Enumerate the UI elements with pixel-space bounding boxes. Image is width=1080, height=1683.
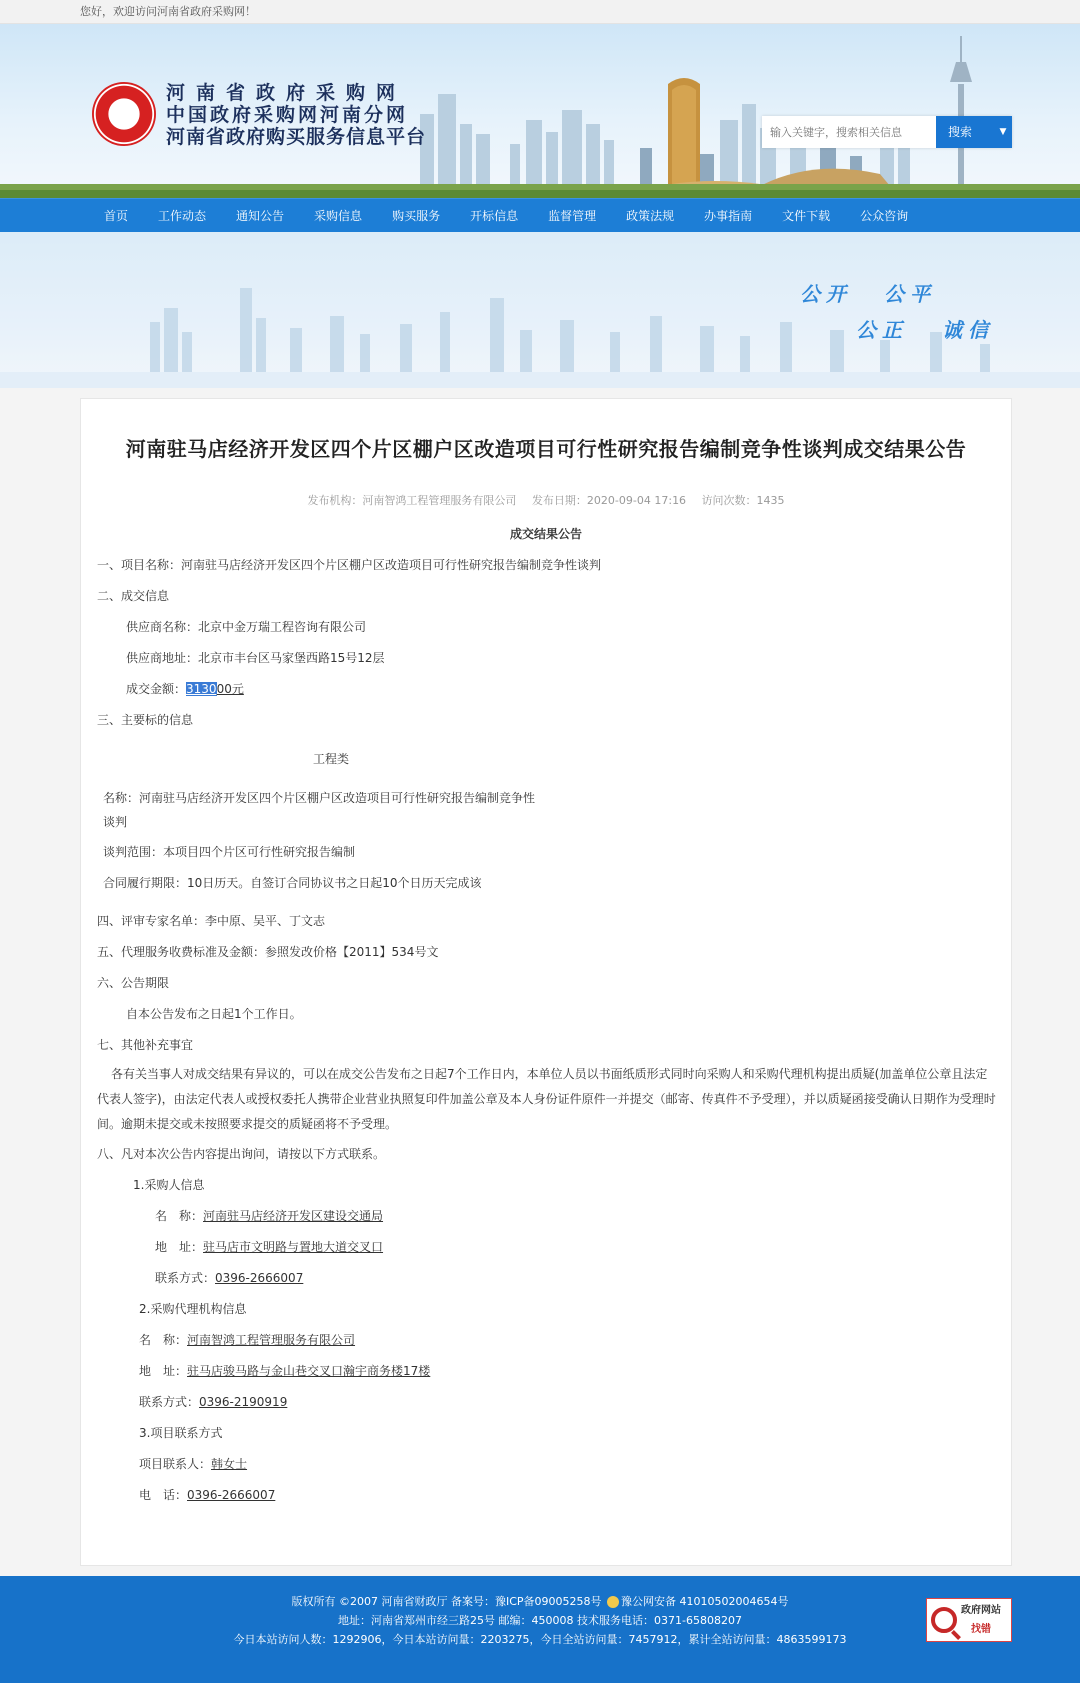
banner-skyline-illustration <box>0 232 1080 388</box>
item-name-line1: 名称：河南驻马店经济开发区四个片区棚户区改造项目可行性研究报告编制竞争性 <box>103 791 536 805</box>
nav-item-4[interactable]: 购买服务 <box>392 209 441 223</box>
item-name-line2: 谈判 <box>103 815 128 829</box>
agency-phone-label: 联系方式： <box>139 1395 200 1409</box>
slogan-chengxin: 诚信 <box>942 318 994 342</box>
project-contact-person-label: 项目联系人： <box>139 1457 212 1471</box>
project-contact-phone <box>139 1486 275 1503</box>
agency-phone <box>139 1393 287 1410</box>
project-contact-phone-value: 0396-2666007 <box>187 1488 276 1502</box>
site-footer <box>0 1576 1080 1683</box>
site-title-line3: 河南省政府购买服务信息平台 <box>166 126 427 148</box>
nav-item-2[interactable]: 通知公告 <box>236 209 285 223</box>
project-contact-phone-label: 电 话： <box>139 1488 188 1502</box>
purchaser-name <box>155 1207 383 1224</box>
gov-badge-line2: 找错 <box>971 1624 991 1635</box>
article-panel <box>80 398 1012 1566</box>
site-title-block <box>166 82 426 148</box>
search-bar <box>762 116 1012 148</box>
nav-item-8[interactable]: 办事指南 <box>704 209 753 223</box>
search-input[interactable] <box>762 116 936 148</box>
gov-badge-line1: 政府网站 <box>961 1605 1001 1616</box>
purchaser-name-label: 名 称： <box>155 1209 204 1223</box>
chevron-down-icon: ▼ <box>999 127 1007 137</box>
nav-item-5[interactable]: 开标信息 <box>470 209 519 223</box>
supplier-address: 供应商地址：北京市丰台区马家堡西路15号12层 <box>126 651 385 665</box>
article-title: 河南驻马店经济开发区四个片区棚户区改造项目可行性研究报告编制竞争性谈判成交结果公告 <box>125 437 967 461</box>
nav-item-1[interactable]: 工作动态 <box>158 209 207 223</box>
purchaser-address-value: 驻马店市文明路与置地大道交叉口 <box>203 1240 384 1254</box>
slogan-gongkai: 公开 <box>800 282 852 306</box>
agency-address-value: 驻马店骏马路与金山巷交叉口瀚宇商务楼17楼 <box>187 1364 431 1378</box>
agency-name-label: 名 称： <box>139 1333 188 1347</box>
notice-subtitle: 成交结果公告 <box>509 527 582 541</box>
footer-line-copyright <box>0 1592 1080 1611</box>
item-period: 合同履行期限：10日历天。自签订合同协议书之日起10个日历天完成该 <box>103 876 482 890</box>
gov-badge-text <box>961 1601 1001 1639</box>
deal-amount <box>126 680 244 697</box>
item-category: 工程类 <box>313 752 350 766</box>
purchaser-phone-value: 0396-2666007 <box>215 1271 304 1285</box>
slogan-gongping: 公平 <box>884 282 936 306</box>
purchaser-info-title: 1.采购人信息 <box>133 1178 205 1192</box>
other-matters-paragraph: 各有关当事人对成交结果有异议的，可以在成交公告发布之日起7个工作日内，本单位人员以书面纸质形式同时向采购人和采购代理机构提出质疑(加盖单位公章且法定代表人签字)，由法定代表人或授权委托人携带企业营业执照复印件加盖公章及本人身份证件原件一并提交（邮寄、传真件不予受理），并以质疑函接受确认日期作为受理时间。逾期未提交或未按照要求提交的质疑函将不予受理。 <box>97 1067 996 1131</box>
footer-address: 地址：河南省郑州市经三路25号 邮编：450008 技术服务电话：0371-65808207 <box>338 1614 742 1627</box>
agency-info-title: 2.采购代理机构信息 <box>139 1302 247 1316</box>
purchaser-address-label: 地 址： <box>155 1240 204 1254</box>
purchaser-address <box>155 1238 383 1255</box>
header-skyline-illustration <box>0 24 1080 198</box>
slogan-gongzheng: 公正 <box>856 318 908 342</box>
site-logo-emblem <box>92 82 156 146</box>
nav-item-6[interactable]: 监督管理 <box>548 209 597 223</box>
main-nav <box>0 198 1080 232</box>
meta-publisher: 发布机构：河南智鸿工程管理服务有限公司 <box>307 494 517 507</box>
nav-item-7[interactable]: 政策法规 <box>626 209 675 223</box>
main-nav-list <box>0 199 1080 233</box>
footer-copyright: 版权所有 ©2007 河南省财政厅 备案号：豫ICP备09005258号 <box>291 1595 602 1608</box>
agency-address <box>139 1362 430 1379</box>
search-button[interactable]: 搜索 <box>936 116 994 148</box>
nav-item-10[interactable]: 公众咨询 <box>860 209 909 223</box>
deal-amount-label: 成交金额： <box>126 682 187 696</box>
section-deal-info: 二、成交信息 <box>97 589 170 603</box>
section-main-items: 三、主要标的信息 <box>97 713 194 727</box>
welcome-text: 您好，欢迎访问河南省政府采购网！ <box>80 5 256 18</box>
project-contact-title: 3.项目联系方式 <box>139 1426 223 1440</box>
section-notice-period: 六、公告期限 <box>97 976 170 990</box>
section-contact: 八、凡对本次公告内容提出询问，请按以下方式联系。 <box>97 1147 386 1161</box>
site-title-line1: 河南省政府采购网 <box>166 82 407 104</box>
deal-amount-rest: 00元 <box>216 682 244 696</box>
agency-name-value: 河南智鸿工程管理服务有限公司 <box>187 1333 356 1347</box>
footer-stats: 今日本站访问人数：1292906，今日本站访问量：2203275，今日全站访问量：7457912，累计全站访问量：4863599173 <box>233 1633 847 1646</box>
gov-site-error-report-badge[interactable] <box>926 1598 1012 1642</box>
purchaser-phone <box>155 1269 303 1286</box>
police-badge-icon <box>607 1596 619 1608</box>
site-title-line2: 中国政府采购网河南分网 <box>166 104 409 126</box>
agency-name <box>139 1331 355 1348</box>
item-scope: 谈判范围：本项目四个片区可行性研究报告编制 <box>103 845 356 859</box>
section-experts: 四、评审专家名单：李中原、吴平、丁文志 <box>97 914 326 928</box>
section-other: 七、其他补充事宜 <box>97 1038 194 1052</box>
meta-views: 访问次数：1435 <box>701 494 785 507</box>
section-fee: 五、代理服务收费标准及金额：参照发改价格【2011】534号文 <box>97 945 439 959</box>
nav-item-3[interactable]: 采购信息 <box>314 209 363 223</box>
deal-amount-highlight: 3130 <box>186 682 217 696</box>
nav-item-0[interactable]: 首页 <box>104 209 129 223</box>
project-contact-person <box>139 1455 247 1472</box>
agency-address-label: 地 址： <box>139 1364 188 1378</box>
agency-phone-value: 0396-2190919 <box>199 1395 288 1409</box>
nav-item-9[interactable]: 文件下载 <box>782 209 831 223</box>
meta-date: 发布日期：2020-09-04 17:16 <box>531 494 687 507</box>
search-dropdown-toggle[interactable] <box>994 116 1012 148</box>
article-meta <box>81 492 1011 508</box>
purchaser-phone-label: 联系方式： <box>155 1271 216 1285</box>
slogan-banner <box>0 232 1080 388</box>
magnifier-icon <box>931 1607 957 1633</box>
purchaser-name-value: 河南驻马店经济开发区建设交通局 <box>203 1209 384 1223</box>
section-project-name: 一、项目名称：河南驻马店经济开发区四个片区棚户区改造项目可行性研究报告编制竞争性谈判 <box>97 558 602 572</box>
project-contact-person-value: 韩女士 <box>211 1457 248 1471</box>
footer-police-record[interactable]: 豫公网安备 41010502004654号 <box>621 1595 789 1608</box>
supplier-name: 供应商名称：北京中金万瑞工程咨询有限公司 <box>126 620 367 634</box>
top-welcome-bar <box>0 0 1080 24</box>
site-header <box>0 24 1080 198</box>
notice-period-text: 自本公告发布之日起1个工作日。 <box>126 1007 302 1021</box>
